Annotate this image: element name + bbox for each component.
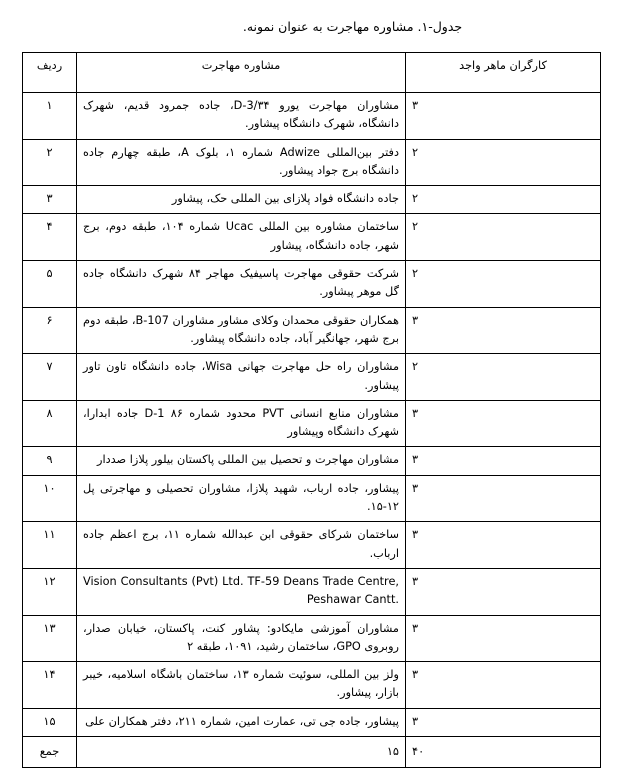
immigration-consultancy-table (22, 52, 601, 768)
cell-index: ۱۰ (23, 475, 77, 522)
cell-description: پیشاور، جاده جی تی، عمارت امین، شماره ۲۱۱، دفتر همکاران علی (77, 708, 406, 736)
cell-description: Vision Consultants (Pvt) Ltd. TF-59 Deans Trade Centre, Peshawar Cantt. (77, 568, 406, 615)
table-caption: جدول-۱. مشاوره مهاجرت به عنوان نمونه. (242, 19, 463, 34)
table-body (23, 93, 601, 768)
cell-count: ۳ (406, 615, 601, 662)
cell-count: ۳ (406, 568, 601, 615)
table-row (23, 708, 601, 736)
cell-description: ساختمان شرکای حقوقی ابن عبدالله شماره ۱۱، برج اعظم جاده ارباب. (77, 522, 406, 569)
table-row (23, 186, 601, 214)
cell-count: ۲ (406, 354, 601, 401)
table-row (23, 662, 601, 709)
cell-index: ۱۴ (23, 662, 77, 709)
table-row (23, 615, 601, 662)
cell-description: دفتر بین‌المللی Adwize شماره ۱، بلوک A، طبقه چهارم جاده دانشگاه برج جواد پیشاور. (77, 139, 406, 186)
cell-index: ۶ (23, 307, 77, 354)
cell-index: ۱ (23, 93, 77, 140)
cell-description: ساختمان مشاوره بین المللی Ucac شماره ۱۰۴، طبقه دوم، برج شهر، جاده دانشگاه، پیشاور (77, 214, 406, 261)
cell-count: ۲ (406, 261, 601, 308)
cell-description: پیشاور، جاده ارباب، شهید پلازا، مشاوران تحصیلی و مهاجرتی پل ۱۲-۱۵. (77, 475, 406, 522)
cell-count: ۲ (406, 214, 601, 261)
cell-count: ۳ (406, 400, 601, 447)
table-row (23, 93, 601, 140)
cell-count: ۳ (406, 447, 601, 475)
cell-index: ۹ (23, 447, 77, 475)
table-total-row (23, 737, 601, 768)
column-header-index: ردیف (23, 53, 77, 93)
cell-count: ۲ (406, 139, 601, 186)
table-row (23, 214, 601, 261)
column-header-count: کارگران ماهر واجد (406, 53, 601, 93)
cell-index: ۲ (23, 139, 77, 186)
table-row (23, 139, 601, 186)
cell-description: مشاوران آموزشی مایکادو: پشاور کنت، پاکستان، خیابان صدار، روبروی GPO، ساختمان رشید، ۱۰۹۱، طبقه ۲ (77, 615, 406, 662)
total-count: ۴۰ (406, 737, 601, 768)
cell-description: مشاوران مهاجرت و تحصیل بین المللی پاکستان بیلور پلازا صددار (77, 447, 406, 475)
cell-index: ۱۱ (23, 522, 77, 569)
cell-description: مشاوران منابع انسانی PVT محدود شماره ۸۶ D-1 جاده ابدارا، شهرک دانشگاه وپیشاور (77, 400, 406, 447)
table-row (23, 475, 601, 522)
table-row (23, 307, 601, 354)
total-label: جمع (23, 737, 77, 768)
cell-index: ۴ (23, 214, 77, 261)
total-description: ۱۵ (77, 737, 406, 768)
table-row (23, 447, 601, 475)
cell-index: ۳ (23, 186, 77, 214)
cell-index: ۱۳ (23, 615, 77, 662)
table-header (23, 53, 601, 93)
cell-count: ۳ (406, 662, 601, 709)
column-header-description: مشاوره مهاجرت (77, 53, 406, 93)
cell-count: ۳ (406, 708, 601, 736)
cell-index: ۷ (23, 354, 77, 401)
cell-description: مشاوران مهاجرت یورو D-3/۳۴، جاده جمرود قدیم، شهرک دانشگاه، شهرک دانشگاه پیشاور. (77, 93, 406, 140)
cell-description: ولز بین المللی، سوئیت شماره ۱۳، ساختمان باشگاه اسلامیه، خیبر بازار، پیشاور. (77, 662, 406, 709)
cell-count: ۳ (406, 93, 601, 140)
cell-description: جاده دانشگاه فواد پلازای بین المللی حک، پیشاور (77, 186, 406, 214)
cell-index: ۱۲ (23, 568, 77, 615)
cell-count: ۲ (406, 186, 601, 214)
table-row (23, 261, 601, 308)
cell-count: ۳ (406, 307, 601, 354)
cell-index: ۱۵ (23, 708, 77, 736)
cell-description: شرکت حقوقی مهاجرت پاسیفیک مهاجر ۸۴ شهرک دانشگاه جاده گل موهر پیشاور. (77, 261, 406, 308)
cell-index: ۸ (23, 400, 77, 447)
table-header-row (23, 53, 601, 93)
table-row (23, 400, 601, 447)
cell-count: ۳ (406, 475, 601, 522)
table-row (23, 522, 601, 569)
cell-description: همکاران حقوقی محمدان وکلای مشاور مشاوران B-107، طبقه دوم برج شهر، جهانگیر آباد، جاده دانشگاه پیشاور. (77, 307, 406, 354)
table-row (23, 568, 601, 615)
cell-description: مشاوران راه حل مهاجرت جهانی Wisa، جاده دانشگاه تاون تاور پیشاور. (77, 354, 406, 401)
cell-index: ۵ (23, 261, 77, 308)
table-row (23, 354, 601, 401)
cell-count: ۳ (406, 522, 601, 569)
